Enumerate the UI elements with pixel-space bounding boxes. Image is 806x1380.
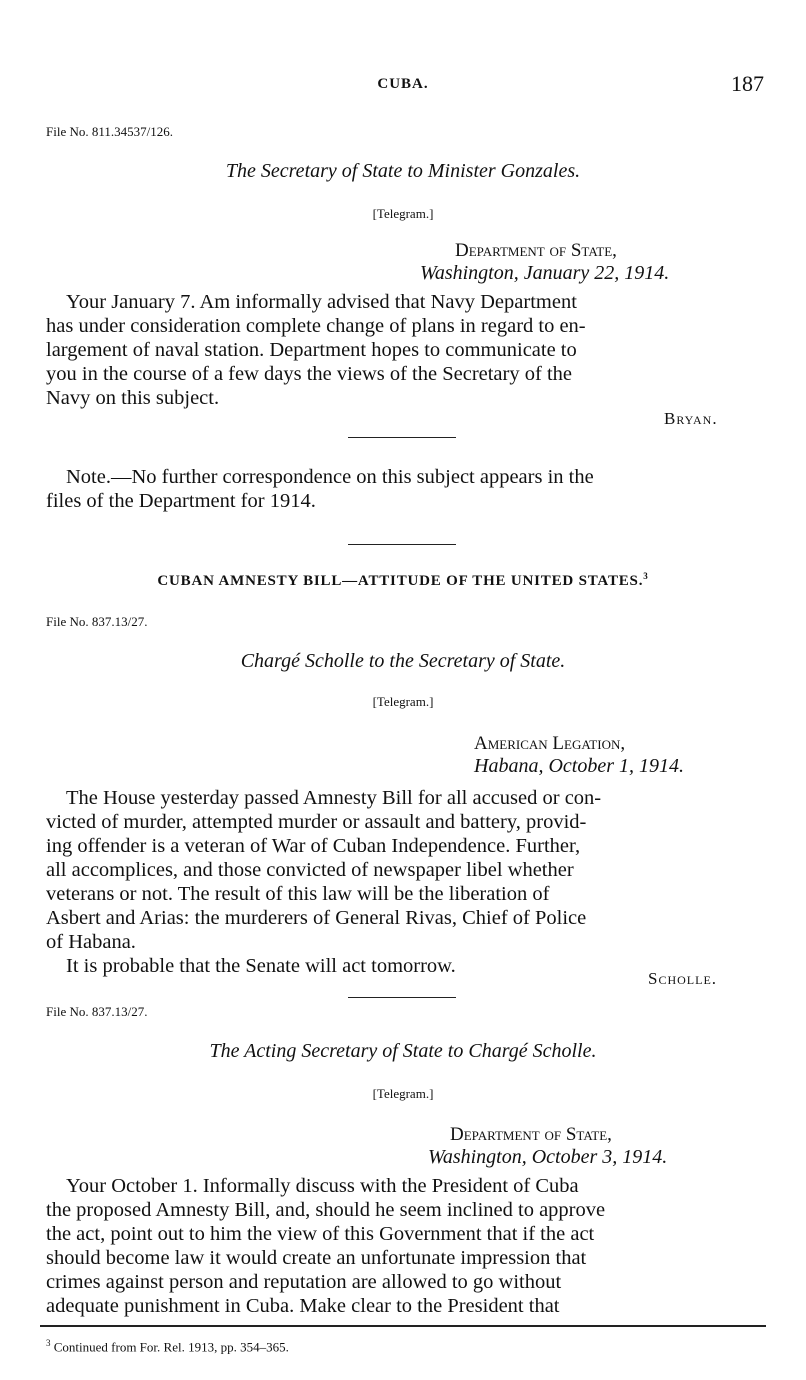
dateline-organization: Department of State, <box>455 240 617 261</box>
footnote-text: Continued from For. Rel. 1913, pp. 354–365. <box>53 1339 289 1355</box>
body-line: Note.—No further correspondence on this subject appears in the <box>66 466 594 488</box>
footnote <box>46 1338 289 1355</box>
body-line: Asbert and Arias: the murderers of General Rivas, Chief of Police <box>46 907 587 929</box>
telegram-label: [Telegram.] <box>372 694 434 709</box>
file-number: File No. 837.13/27. <box>46 614 148 629</box>
body-line: crimes against person and reputation are allowed to go without <box>46 1271 562 1293</box>
body-line: It is probable that the Senate will act tomorrow. <box>66 955 456 977</box>
body-line: veterans or not. The result of this law will be the liberation of <box>46 883 550 905</box>
divider-rule <box>348 997 456 998</box>
body-line: should become law it would create an unfortunate impression that <box>46 1247 587 1269</box>
signature: Bryan. <box>664 409 718 428</box>
telegram-body <box>46 786 766 978</box>
body-line: you in the course of a few days the views of the Secretary of the <box>46 363 572 385</box>
body-line: the proposed Amnesty Bill, and, should he seem inclined to approve <box>46 1199 606 1221</box>
divider-rule <box>348 437 456 438</box>
dateline-date: Habana, October 1, 1914. <box>474 755 684 777</box>
body-line: ing offender is a veteran of War of Cuban Independence. Further, <box>46 835 581 857</box>
dateline-organization: American Legation, <box>474 733 626 754</box>
dateline-date: Washington, January 22, 1914. <box>420 262 670 284</box>
file-number: File No. 811.34537/126. <box>46 124 173 139</box>
section-heading: CUBAN AMNESTY BILL—ATTITUDE OF THE UNITED STATES.$^3$ <box>157 571 649 589</box>
footnote-marker: 3 <box>46 1338 51 1348</box>
body-line: victed of murder, attempted murder or assault and battery, provid- <box>46 811 587 833</box>
body-line: Navy on this subject. <box>46 387 220 409</box>
body-line: all accomplices, and those convicted of newspaper libel whether <box>46 859 574 881</box>
running-title: CUBA. <box>377 76 429 92</box>
body-line: has under consideration complete change of plans in regard to en- <box>46 315 586 337</box>
dateline-date: Washington, October 3, 1914. <box>428 1146 668 1168</box>
dateline-organization: Department of State, <box>450 1124 612 1145</box>
body-line: files of the Department for 1914. <box>46 490 316 512</box>
body-line: adequate punishment in Cuba. Make clear to the President that <box>46 1295 560 1317</box>
signature: Scholle. <box>648 969 718 988</box>
page-number: 187 <box>731 71 764 96</box>
telegram-body <box>46 1174 766 1318</box>
body-line: Your October 1. Informally discuss with the President of Cuba <box>66 1175 579 1197</box>
document-heading: The Secretary of State to Minister Gonzales. <box>225 160 581 182</box>
body-line: of Habana. <box>46 931 136 953</box>
divider-rule <box>348 544 456 545</box>
body-line: largement of naval station. Department hopes to communicate to <box>46 339 577 361</box>
note-paragraph <box>46 465 766 513</box>
telegram-body <box>46 290 766 410</box>
telegram-label: [Telegram.] <box>372 1086 434 1101</box>
document-heading: The Acting Secretary of State to Chargé Scholle. <box>209 1040 597 1062</box>
document-heading: Chargé Scholle to the Secretary of State. <box>240 650 566 672</box>
telegram-label: [Telegram.] <box>372 206 434 221</box>
file-number: File No. 837.13/27. <box>46 1004 148 1019</box>
body-line: The House yesterday passed Amnesty Bill for all accused or con- <box>66 787 602 809</box>
footnote-marker: 3 <box>643 571 649 581</box>
body-line: the act, point out to him the view of this Government that if the act <box>46 1223 595 1245</box>
footnote-rule <box>40 1325 766 1327</box>
body-line: Your January 7. Am informally advised that Navy Department <box>66 291 577 313</box>
